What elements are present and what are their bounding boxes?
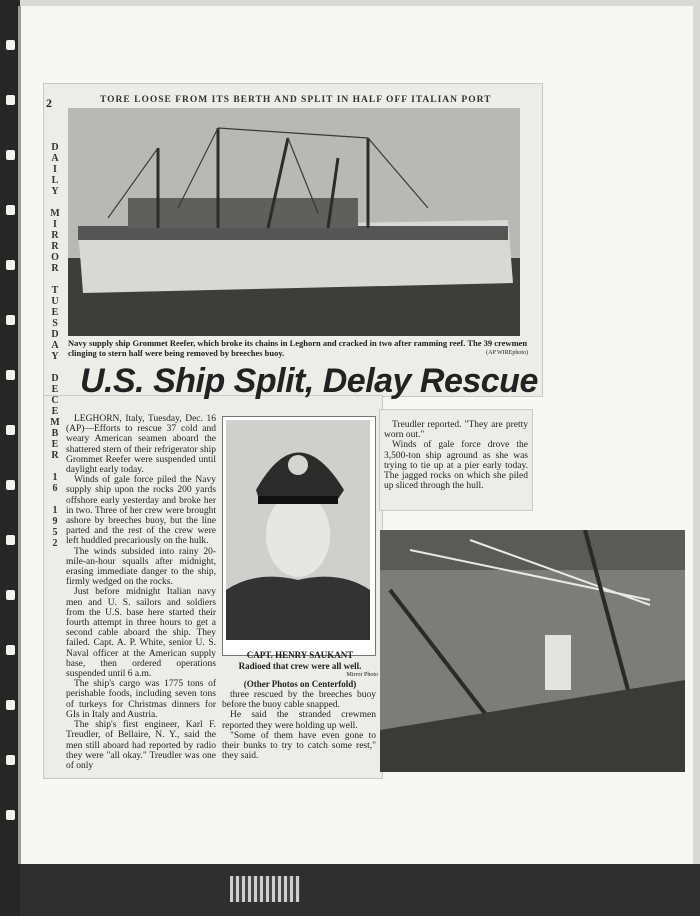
dateline-char: M xyxy=(50,417,60,428)
portrait-line: Radioed that crew were all well. xyxy=(238,661,362,671)
article-paragraph: Treudler reported. "They are pretty worn out." xyxy=(384,420,528,441)
dateline-char: M xyxy=(50,208,60,219)
article-paragraph: The winds subsided into rainy 20-mile-an-hour squalls after midnight, erasing immediate danger to the ship, firmly wedged on the rocks. xyxy=(66,546,216,588)
portrait-photo xyxy=(226,420,370,640)
portrait-caption xyxy=(222,650,378,690)
rescue-photo xyxy=(380,530,685,772)
article-paragraph: Winds of gale force drove the 3,500-ton ship aground as she was trying to tie up at a pier early today. The jagged rocks on which she piled up sliced through the hull. xyxy=(384,440,528,492)
dateline-char xyxy=(49,461,61,472)
dateline-char: 2 xyxy=(52,538,58,549)
dateline-char: C xyxy=(51,395,59,406)
dateline-char: S xyxy=(52,318,58,329)
dateline-char xyxy=(49,362,61,373)
article-paragraph: Just before midnight Italian navy men and U. S. sailors and soldiers from the U.S. base here started their fourth attempt in three hours to get a second cable aboard the ship. They failed. Capt. A. P. White, senior U. S. Naval officer at the American supply base, then ordered operations suspended until 6 a.m. xyxy=(66,587,216,680)
dateline-char: E xyxy=(51,406,59,417)
article-paragraph: Winds of gale force piled the Navy supply ship upon the rocks 200 yards offshore early yesterday and broke her in two. Three of her crew were brought ashore by breeches buoy, but the line parted and the rest of the crew were left huddled precariously on the hulk. xyxy=(66,475,216,547)
top-headline: TORE LOOSE FROM ITS BERTH AND SPLIT IN HALF OFF ITALIAN PORT xyxy=(100,95,492,105)
page-number: 2 xyxy=(46,96,52,110)
dateline-char: D xyxy=(51,142,59,153)
dateline-char: Y xyxy=(51,351,59,362)
photo-credit: (AP WIREphoto) xyxy=(486,350,528,356)
dateline-char: Y xyxy=(51,186,59,197)
dateline-char: R xyxy=(51,263,59,274)
article-paragraph: "Some of them have even gone to their bunks to try to catch some rest," they said. xyxy=(222,730,376,762)
article-paragraph: The ship's cargo was 1775 tons of perishable foods, including seven tons of turkeys for Christmas dinners for GIs in Italy and Austria. xyxy=(66,679,216,720)
article-paragraph: three rescued by the breeches buoy before the buoy cable snapped. xyxy=(222,690,376,711)
centerfold-note: (Other Photos on Centerfold) xyxy=(243,679,357,689)
dateline-char: R xyxy=(51,241,59,252)
dateline-char xyxy=(49,494,61,505)
bottom-edge xyxy=(20,864,700,916)
dateline-char: R xyxy=(51,450,59,461)
dateline-char: 9 xyxy=(52,516,58,527)
binder-tab xyxy=(230,876,300,902)
portrait-credit: Mirror Photo xyxy=(346,672,378,678)
dateline-char: 5 xyxy=(52,527,58,538)
dateline-char: A xyxy=(51,153,59,164)
vertical-dateline xyxy=(49,142,61,549)
dateline-char: E xyxy=(51,384,59,395)
dateline-char: A xyxy=(51,340,59,351)
article-column-3 xyxy=(384,420,528,491)
article-paragraph: He said the stranded crewmen reported they were holding up well. xyxy=(222,710,376,731)
dateline-char xyxy=(49,274,61,285)
dateline-char: 6 xyxy=(52,483,58,494)
dateline-char: O xyxy=(51,252,59,263)
dateline-char: E xyxy=(51,307,59,318)
dateline-char: L xyxy=(51,175,59,186)
dateline-char: I xyxy=(53,164,57,175)
dateline-char: I xyxy=(53,219,57,230)
dateline-char: 1 xyxy=(52,505,58,516)
portrait-name: CAPT. HENRY SAUKANT xyxy=(246,650,354,660)
dateline-char: T xyxy=(51,285,59,296)
binder-spine xyxy=(0,0,20,916)
dateline-char: D xyxy=(51,329,59,340)
dateline-char: B xyxy=(51,428,59,439)
dateline-char: 1 xyxy=(52,472,58,483)
article-column-2 xyxy=(222,690,376,761)
dateline-char: E xyxy=(51,439,59,450)
photo-caption xyxy=(68,338,528,358)
article-column-1 xyxy=(66,414,216,771)
photo-caption-text: Navy supply ship Grommet Reefer, which broke its chains in Leghorn and cracked in two after ramming reef. The 39 crewmen clinging to stern half were being removed by breeches buoy. xyxy=(68,338,528,358)
dateline-char: D xyxy=(51,373,59,384)
article-paragraph: LEGHORN, Italy, Tuesday, Dec. 16 (AP)—Efforts to rescue 37 cold and weary American seamen aboard the shattered stern of their refrigerator ship Grommet Reefer were suspended until daylight early today. xyxy=(66,414,216,476)
article-paragraph: The ship's first engineer, Karl F. Treudler, of Bellaire, N. Y., said the men still aboard had reported by radio they were "all okay." Treudler was one of only xyxy=(66,720,216,771)
ship-photo xyxy=(68,108,520,336)
dateline-char: U xyxy=(51,296,59,307)
dateline-char: R xyxy=(51,230,59,241)
main-headline: U.S. Ship Split, Delay Rescue xyxy=(80,362,538,400)
dateline-char xyxy=(49,197,61,208)
